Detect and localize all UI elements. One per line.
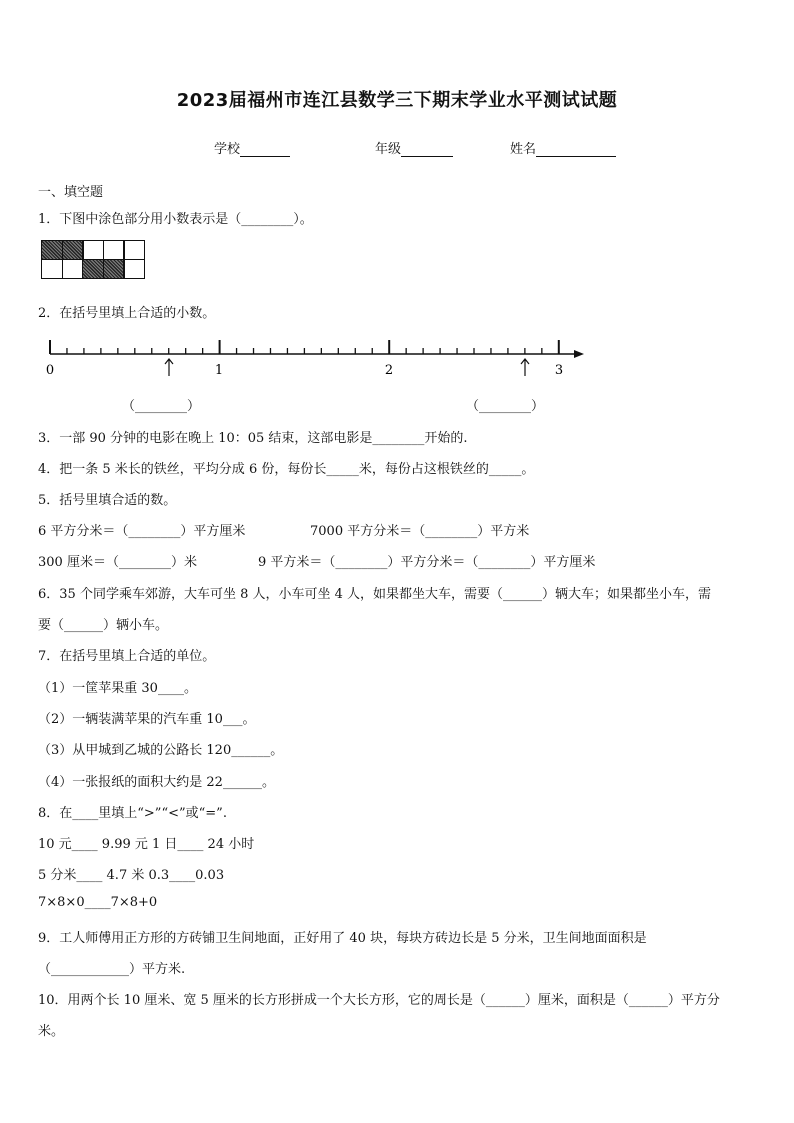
question-5: 5．括号里填合适的数。 [38,493,177,508]
name-blank[interactable] [536,142,616,157]
question-5-item: 300 厘米＝（________）米 [38,555,197,570]
question-8: 8．在____里填上“>”“<”或“=”. [38,806,227,821]
question-7: 7．在括号里填上合适的单位。 [38,649,216,664]
number-line-label-3: 3 [554,363,564,378]
shaded-grid-figure [42,241,145,278]
grid-row [42,241,145,260]
number-line-figure [38,330,598,380]
grade-blank[interactable] [401,142,453,157]
grid-cell [103,240,125,260]
question-5-item: 9 平方米＝（________）平方分米＝（________）平方厘米 [258,555,596,570]
grid-cell-shaded [82,259,104,279]
question-7-item: （4）一张报纸的面积大约是 22______。 [38,775,275,790]
grid-cell-shaded [62,240,84,260]
question-6-continued: 要（______）辆小车。 [38,618,169,633]
up-arrow-icon [165,359,173,376]
grade-label: 年级 [375,142,402,157]
question-10-continued: 米。 [38,1024,65,1039]
question-4: 4．把一条 5 米长的铁丝，平均分成 6 份，每份长_____米，每份占这根铁丝的_____。 [38,462,535,477]
question-9-continued: （____________）平方米. [38,962,186,977]
grid-cell [82,240,104,260]
question-2: 2．在括号里填上合适的小数。 [38,306,216,321]
question-8-item: 5 分米____ 4.7 米 0.3____0.03 [38,868,225,883]
grid-row [42,260,145,279]
grid-cell [123,259,145,279]
number-line-label-2: 2 [384,363,394,378]
school-blank[interactable] [240,142,290,157]
question-5-item: 6 平方分米＝（________）平方厘米 [38,524,246,539]
number-line-label-1: 1 [214,363,224,378]
question-7-item: （2）一辆装满苹果的汽车重 10___。 [38,712,256,727]
question-7-item: （1）一筐苹果重 30____。 [38,681,197,696]
question-3: 3．一部 90 分钟的电影在晚上 10：05 结束，这部电影是________开始的. [38,431,468,446]
up-arrow-icon [521,359,529,376]
question-7-item: （3）从甲城到乙城的公路长 120______。 [38,743,284,758]
question-1: 1．下图中涂色部分用小数表示是（________）。 [38,212,313,227]
name-field[interactable] [510,138,616,157]
question-6: 6．35 个同学乘车郊游，大车可坐 8 人，小车可坐 4 人，如果都坐大车，需要（______）辆大车；如果都坐小车，需 [38,587,712,602]
answer-blank-right[interactable]: （________） [466,399,545,414]
grid-cell-shaded [41,240,63,260]
question-10: 10．用两个长 10 厘米、宽 5 厘米的长方形拼成一个大长方形，它的周长是（______）厘米，面积是（______）平方分 [38,993,720,1008]
grid-cell-shaded [103,259,125,279]
page-title: 2023届福州市连江县数学三下期末学业水平测试试题 [176,90,618,111]
grid-cell [62,259,84,279]
grid-cell [123,240,145,260]
school-field[interactable] [214,138,290,157]
answer-blank-left[interactable]: （________） [122,399,201,414]
question-9: 9．工人师傅用正方形的方砖铺卫生间地面，正好用了 40 块，每块方砖边长是 5 分米，卫生间地面面积是 [38,931,647,946]
number-line-arrow [574,350,584,358]
section-heading: 一、填空题 [38,185,104,200]
school-label: 学校 [214,142,241,157]
question-8-item: 10 元____ 9.99 元 1 日____ 24 小时 [38,837,255,852]
grade-field[interactable] [375,138,453,157]
number-line-label-0: 0 [45,363,55,378]
name-label: 姓名 [510,142,537,157]
number-line-ticks [50,340,559,354]
question-5-item: 7000 平方分米＝（________）平方米 [310,524,530,539]
grid-cell [41,259,63,279]
question-8-item: 7×8×0____7×8+0 [38,895,158,910]
